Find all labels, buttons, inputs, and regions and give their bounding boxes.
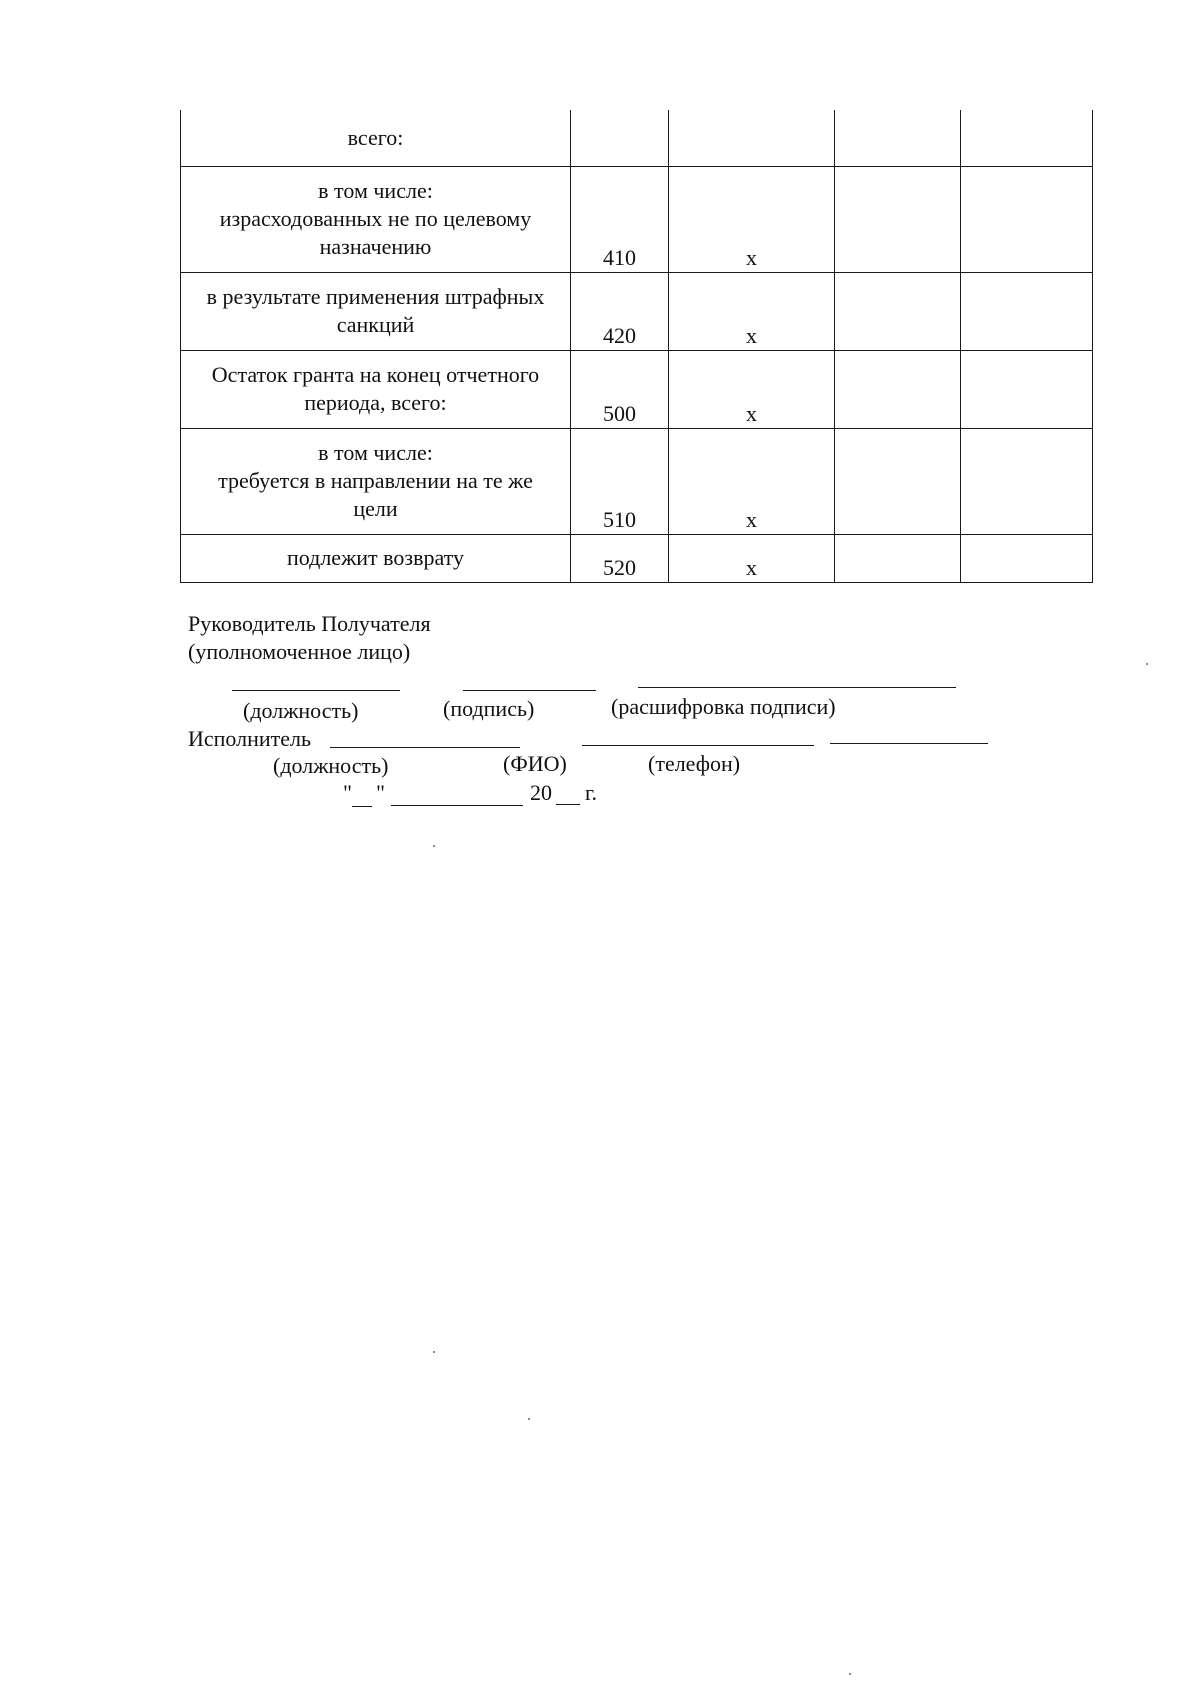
table-row [181, 272, 1093, 350]
scan-speck [433, 845, 435, 847]
fio-caption: (ФИО) [503, 751, 567, 776]
grant-report-table [180, 110, 1093, 583]
row-label-line: израсходованных не по целевому [219, 206, 532, 231]
row-label [181, 110, 571, 166]
row-code [571, 110, 669, 166]
table-row [181, 428, 1093, 534]
row-code: 520 [571, 534, 669, 582]
head-title: Руководитель Получателя [188, 611, 431, 636]
date-month-line [391, 805, 523, 806]
row-value-cell [961, 110, 1093, 166]
row-mark: x [669, 166, 835, 272]
date-quote-close: " [376, 780, 385, 805]
position-caption: (должность) [243, 698, 359, 723]
row-label [181, 166, 571, 272]
table-row [181, 534, 1093, 582]
row-mark: x [669, 428, 835, 534]
decoding-caption: (расшифровка подписи) [611, 694, 836, 719]
row-code: 510 [571, 428, 669, 534]
table-row [181, 110, 1093, 166]
executor-fio-line [582, 745, 814, 746]
row-label-line: в результате применения штрафных [206, 284, 545, 309]
row-code: 420 [571, 272, 669, 350]
row-label-line: в том числе: [318, 178, 433, 203]
row-label-line: назначению [319, 234, 432, 259]
row-label [181, 428, 571, 534]
phone-caption: (телефон) [648, 751, 741, 776]
date-quote-open: " [343, 780, 352, 805]
row-code: 500 [571, 350, 669, 428]
row-label-line: периода, всего: [304, 390, 447, 415]
row-value-cell [961, 272, 1093, 350]
row-mark: x [669, 534, 835, 582]
row-value-cell [835, 110, 961, 166]
position-line [232, 690, 400, 691]
row-value-cell [835, 350, 961, 428]
date-year-line [556, 804, 580, 805]
executor-position-caption: (должность) [273, 753, 389, 778]
row-label [181, 350, 571, 428]
row-label-line: санкций [336, 312, 415, 337]
date-year-suffix: г. [585, 780, 598, 805]
decoding-line [638, 687, 956, 688]
row-label-line: Остаток гранта на конец отчетного [211, 362, 540, 387]
row-label [181, 534, 571, 582]
date-day-line [352, 806, 372, 807]
row-value-cell [835, 272, 961, 350]
row-label-line: требуется в направлении на те же [218, 468, 533, 493]
row-mark: x [669, 350, 835, 428]
scan-speck [528, 1418, 530, 1420]
table-body [181, 110, 1093, 582]
row-value-cell [835, 534, 961, 582]
row-label-line: в том числе: [318, 440, 433, 465]
row-label-line: подлежит возврату [287, 545, 464, 570]
row-value-cell [961, 428, 1093, 534]
row-label-line: цели [353, 496, 398, 521]
row-label-line: всего: [347, 124, 404, 150]
row-label [181, 272, 571, 350]
row-value-cell [961, 534, 1093, 582]
table-row [181, 166, 1093, 272]
row-mark: x [669, 272, 835, 350]
row-value-cell [835, 166, 961, 272]
head-subtitle: (уполномоченное лицо) [188, 639, 411, 664]
executor-label: Исполнитель [188, 726, 312, 751]
scan-speck [1146, 663, 1148, 665]
table-row [181, 350, 1093, 428]
row-value-cell [835, 428, 961, 534]
row-mark [669, 110, 835, 166]
row-value-cell [961, 350, 1093, 428]
date-year-prefix: 20 [530, 780, 552, 805]
scan-speck [433, 1351, 435, 1353]
signature-line [463, 690, 596, 691]
row-code: 410 [571, 166, 669, 272]
executor-position-line [330, 747, 520, 748]
row-value-cell [961, 166, 1093, 272]
executor-phone-line [830, 743, 988, 744]
scan-speck [849, 1673, 851, 1675]
signature-caption: (подпись) [443, 696, 535, 721]
